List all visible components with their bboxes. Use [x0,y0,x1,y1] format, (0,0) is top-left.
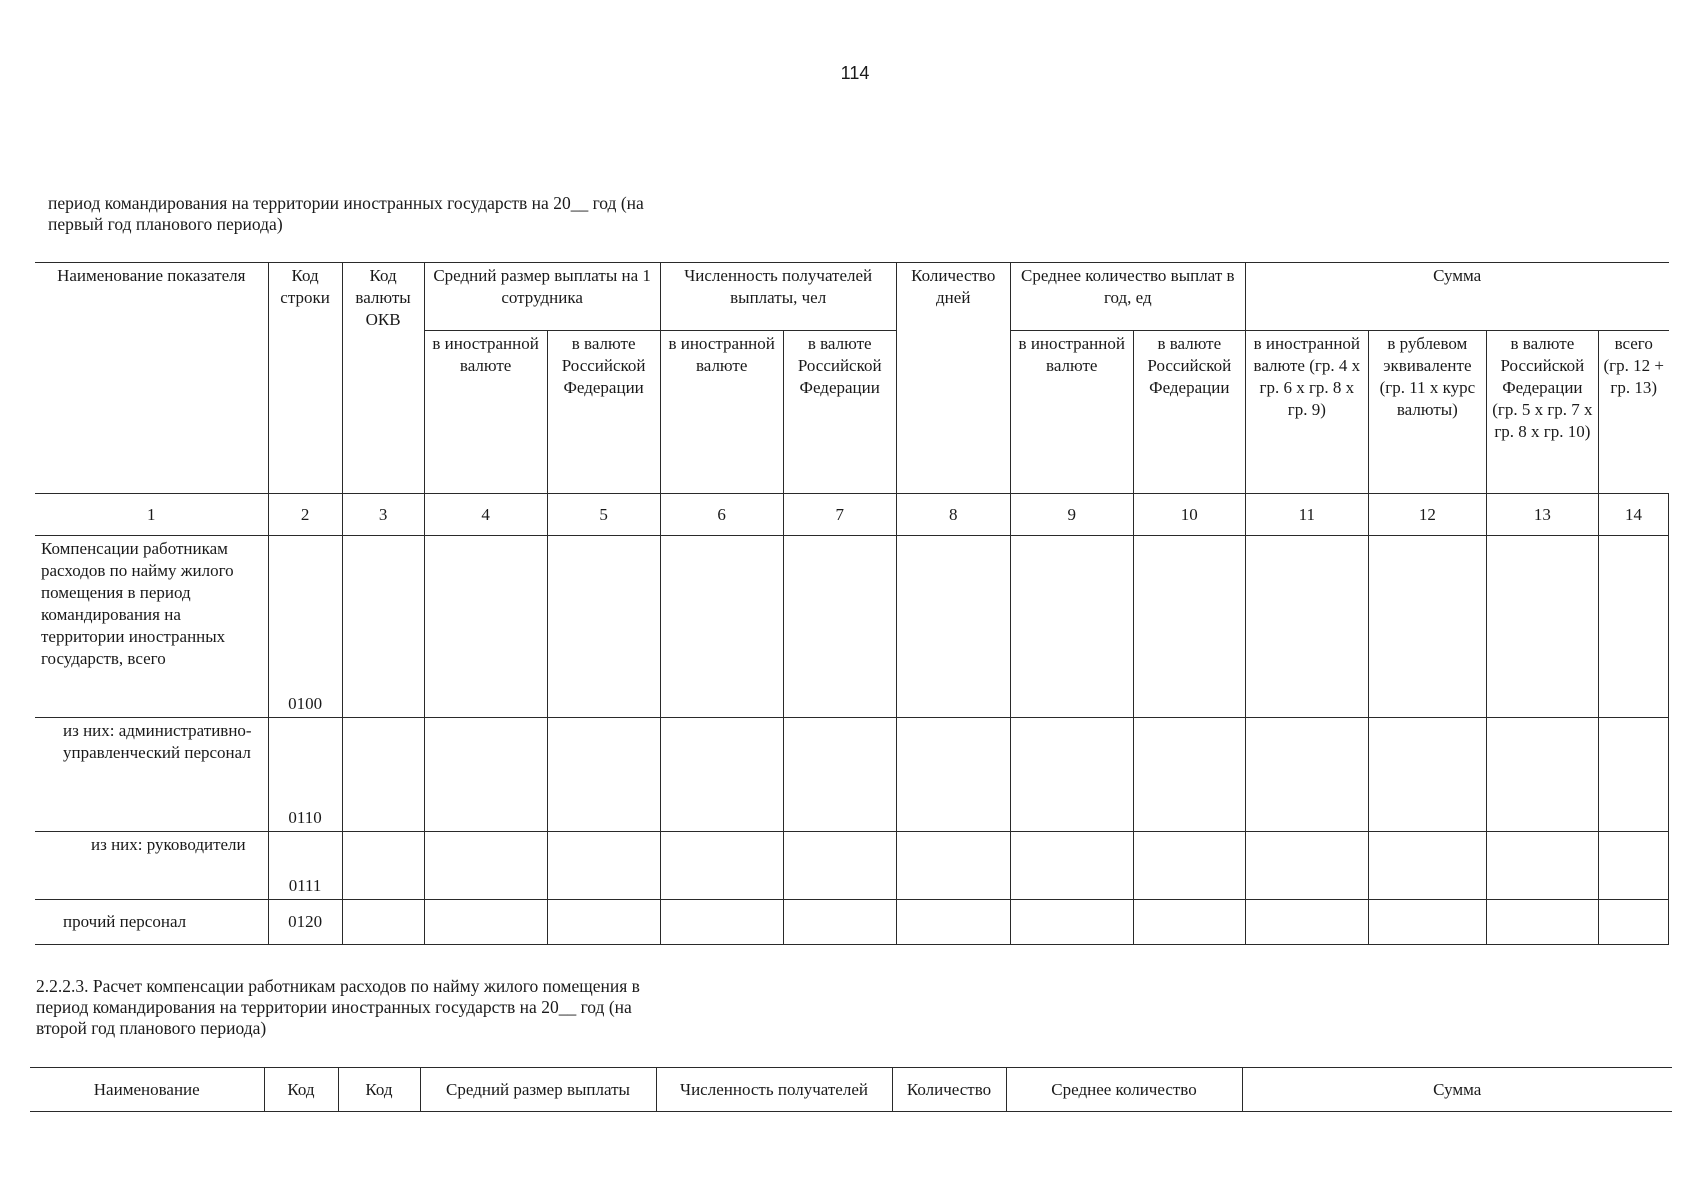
table-row [35,536,1669,718]
row-code: 0120 [268,900,342,945]
table-cell [896,900,1010,945]
table-cell [342,718,424,832]
table-cell [1598,900,1668,945]
table2-header-days: Количество [892,1068,1006,1112]
table-cell [1245,536,1368,718]
subheader-col-14: всего (гр. 12 + гр. 13) [1598,331,1668,494]
table-row [35,718,1669,832]
column-number-1: 1 [35,494,268,536]
subheader-col-13: в валюте Российской Федерации (гр. 5 x гр. 7 x гр. 8 x гр. 10) [1486,331,1598,494]
column-number-8: 8 [896,494,1010,536]
column-number-7: 7 [783,494,896,536]
table-cell [547,900,660,945]
table-cell [1133,718,1245,832]
section-heading-1: период командирования на территории иностранных государств на 20__ год (на первый год планового периода) [48,193,644,234]
section-heading-2: 2.2.2.3. Расчет компенсации работникам расходов по найму жилого помещения в период командирования на территории иностранных государств на 20__ год (на второй год планового периода) [36,976,640,1038]
table-cell [1010,900,1133,945]
table-cell [1368,718,1486,832]
table2-header-sum: Сумма [1242,1068,1672,1112]
row-code: 0111 [268,832,342,900]
column-number-12: 12 [1368,494,1486,536]
table-cell [1486,900,1598,945]
header-currency-code: Код валюты ОКВ [342,263,424,494]
table-cell [342,536,424,718]
table-cell [1486,832,1598,900]
header-sum: Сумма [1245,263,1668,331]
row-name: из них: руководители [35,832,268,900]
column-number-4: 4 [424,494,547,536]
header-avg-payment: Средний размер выплаты на 1 сотрудника [424,263,660,331]
row-name: прочий персонал [35,900,268,945]
subheader-col-11: в иностранной валюте (гр. 4 x гр. 6 x гр. 8 x гр. 9) [1245,331,1368,494]
table-cell [783,536,896,718]
table-cell [1133,900,1245,945]
table-cell [1598,536,1668,718]
table-cell [342,832,424,900]
table2-header-avg-payment: Средний размер выплаты [420,1068,656,1112]
table-cell [1486,536,1598,718]
table-cell [1245,718,1368,832]
page-number: 114 [840,63,870,83]
subheader-col-4: в иностранной валюте [424,331,547,494]
table-cell [1010,832,1133,900]
table-cell [1598,718,1668,832]
table-cell [660,832,783,900]
subheader-col-5: в валюте Российской Федерации [547,331,660,494]
header-row-code: Код строки [268,263,342,494]
table-cell [896,536,1010,718]
table-cell [1368,832,1486,900]
table-cell [783,718,896,832]
table-row [35,900,1669,945]
row-name: Компенсации работникам расходов по найму жилого помещения в период командирования на территории иностранных государств, всего [35,536,268,718]
table-cell [1010,536,1133,718]
table-cell [547,832,660,900]
table-cell [1368,536,1486,718]
table-cell [424,718,547,832]
column-number-9: 9 [1010,494,1133,536]
table-cell [1486,718,1598,832]
table2-header-row-code: Код [264,1068,338,1112]
table-cell [1245,900,1368,945]
payments-table [35,262,1669,945]
table-cell [896,832,1010,900]
column-number-6: 6 [660,494,783,536]
table-cell [424,536,547,718]
payments-table-2 [30,1067,1672,1112]
column-number-10: 10 [1133,494,1245,536]
table2-header-recipients: Численность получателей [656,1068,892,1112]
table-cell [1010,718,1133,832]
header-days: Количество дней [896,263,1010,494]
header-recipients: Численность получателей выплаты, чел [660,263,896,331]
table-cell [1245,832,1368,900]
table-cell [547,536,660,718]
subheader-col-7: в валюте Российской Федерации [783,331,896,494]
subheader-col-10: в валюте Российской Федерации [1133,331,1245,494]
column-number-11: 11 [1245,494,1368,536]
subheader-col-12: в рублевом эквиваленте (гр. 11 x курс валюты) [1368,331,1486,494]
row-code: 0110 [268,718,342,832]
table-row [35,832,1669,900]
table-cell [1133,832,1245,900]
table-cell [424,900,547,945]
table-cell [424,832,547,900]
table-cell [896,718,1010,832]
row-name: из них: административно-управленческий персонал [35,718,268,832]
table-cell [547,718,660,832]
row-code: 0100 [268,536,342,718]
header-name: Наименование показателя [35,263,268,494]
table2-header-name: Наименование [30,1068,264,1112]
subheader-col-6: в иностранной валюте [660,331,783,494]
subheader-col-9: в иностранной валюте [1010,331,1133,494]
column-number-14: 14 [1598,494,1668,536]
column-number-3: 3 [342,494,424,536]
table-cell [1368,900,1486,945]
table2-header-currency-code: Код [338,1068,420,1112]
table-cell [1133,536,1245,718]
table-cell [783,900,896,945]
table-cell [1598,832,1668,900]
table-cell [660,718,783,832]
table-cell [783,832,896,900]
header-avg-count: Среднее количество выплат в год, ед [1010,263,1245,331]
column-number-13: 13 [1486,494,1598,536]
column-number-2: 2 [268,494,342,536]
table-cell [660,900,783,945]
table2-header-avg-count: Среднее количество [1006,1068,1242,1112]
table-cell [660,536,783,718]
table-cell [342,900,424,945]
column-number-5: 5 [547,494,660,536]
